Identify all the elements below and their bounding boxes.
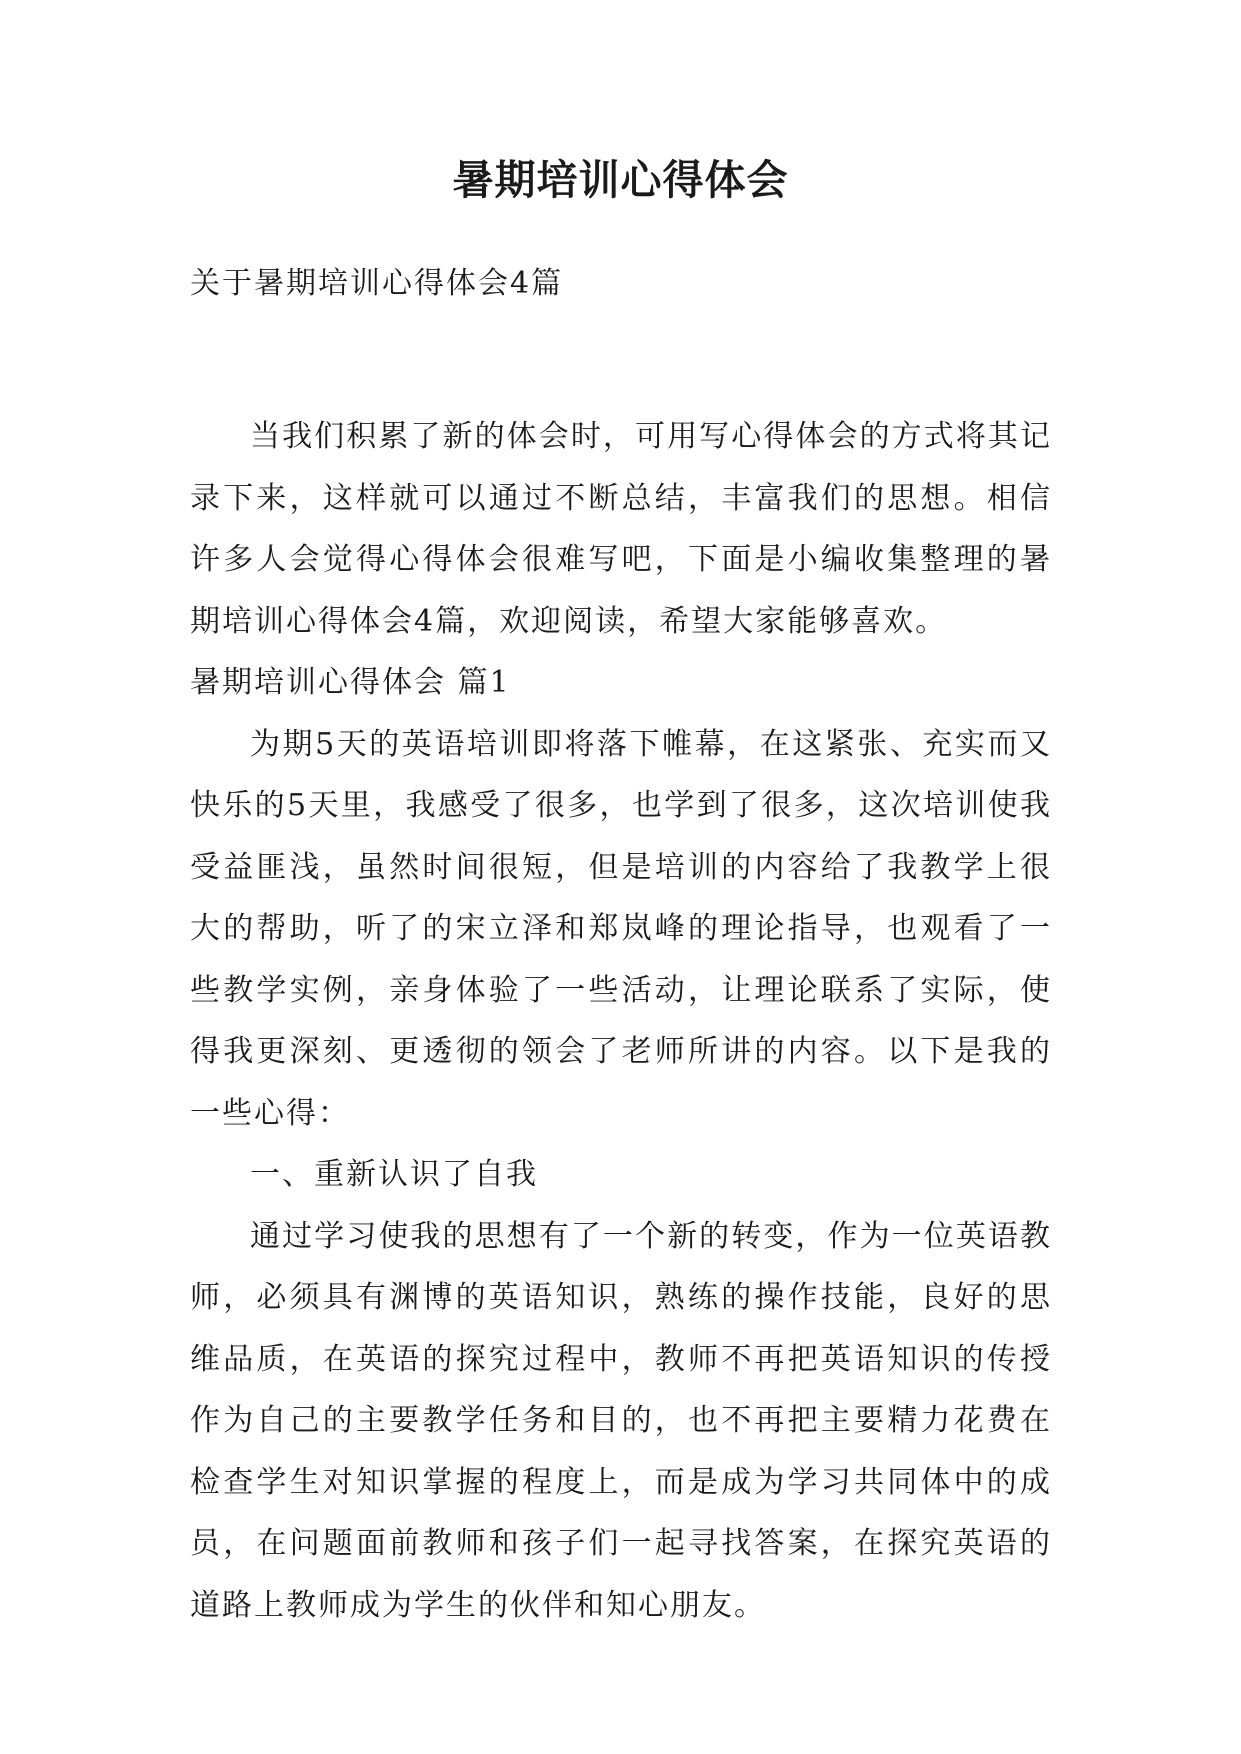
section-heading: 暑期培训心得体会 篇1 bbox=[190, 665, 511, 700]
document-title: 暑期培训心得体会 bbox=[452, 156, 789, 204]
document-body bbox=[190, 406, 1052, 1636]
body-paragraph: 通过学习使我的思想有了一个新的转变，作为一位英语教师，必须具有渊博的英语知识，熟练的操作技能，良好的思维品质，在英语的探究过程中，教师不再把英语知识的传授作为自己的主要教学任务和目的，也不再把主要精力花费在检查学生对知识掌握的程度上，而是成为学习共同体中的成员，在问题面前教师和孩子们一起寻找答案，在探究英语的道路上教师成为学生的伙伴和知心朋友。 bbox=[190, 1218, 1052, 1623]
intro-paragraph: 当我们积累了新的体会时，可用写心得体会的方式将其记录下来，这样就可以通过不断总结，丰富我们的思想。相信许多人会觉得心得体会很难写吧，下面是小编收集整理的暑期培训心得体会4篇，欢迎阅读，希望大家能够喜欢。 bbox=[190, 419, 1052, 639]
subsection-heading: 一、重新认识了自我 bbox=[250, 1157, 538, 1192]
body-paragraph: 为期5天的英语培训即将落下帷幕，在这紧张、充实而又快乐的5天里，我感受了很多，也学到了很多，这次培训使我受益匪浅，虽然时间很短，但是培训的内容给了我教学上很大的帮助，听了的宋立泽和郑岚峰的理论指导，也观看了一些教学实例，亲身体验了一些活动，让理论联系了实际，使得我更深刻、更透彻的领会了老师所讲的内容。以下是我的一些心得： bbox=[190, 726, 1052, 1131]
document-subtitle: 关于暑期培训心得体会4篇 bbox=[190, 266, 564, 301]
